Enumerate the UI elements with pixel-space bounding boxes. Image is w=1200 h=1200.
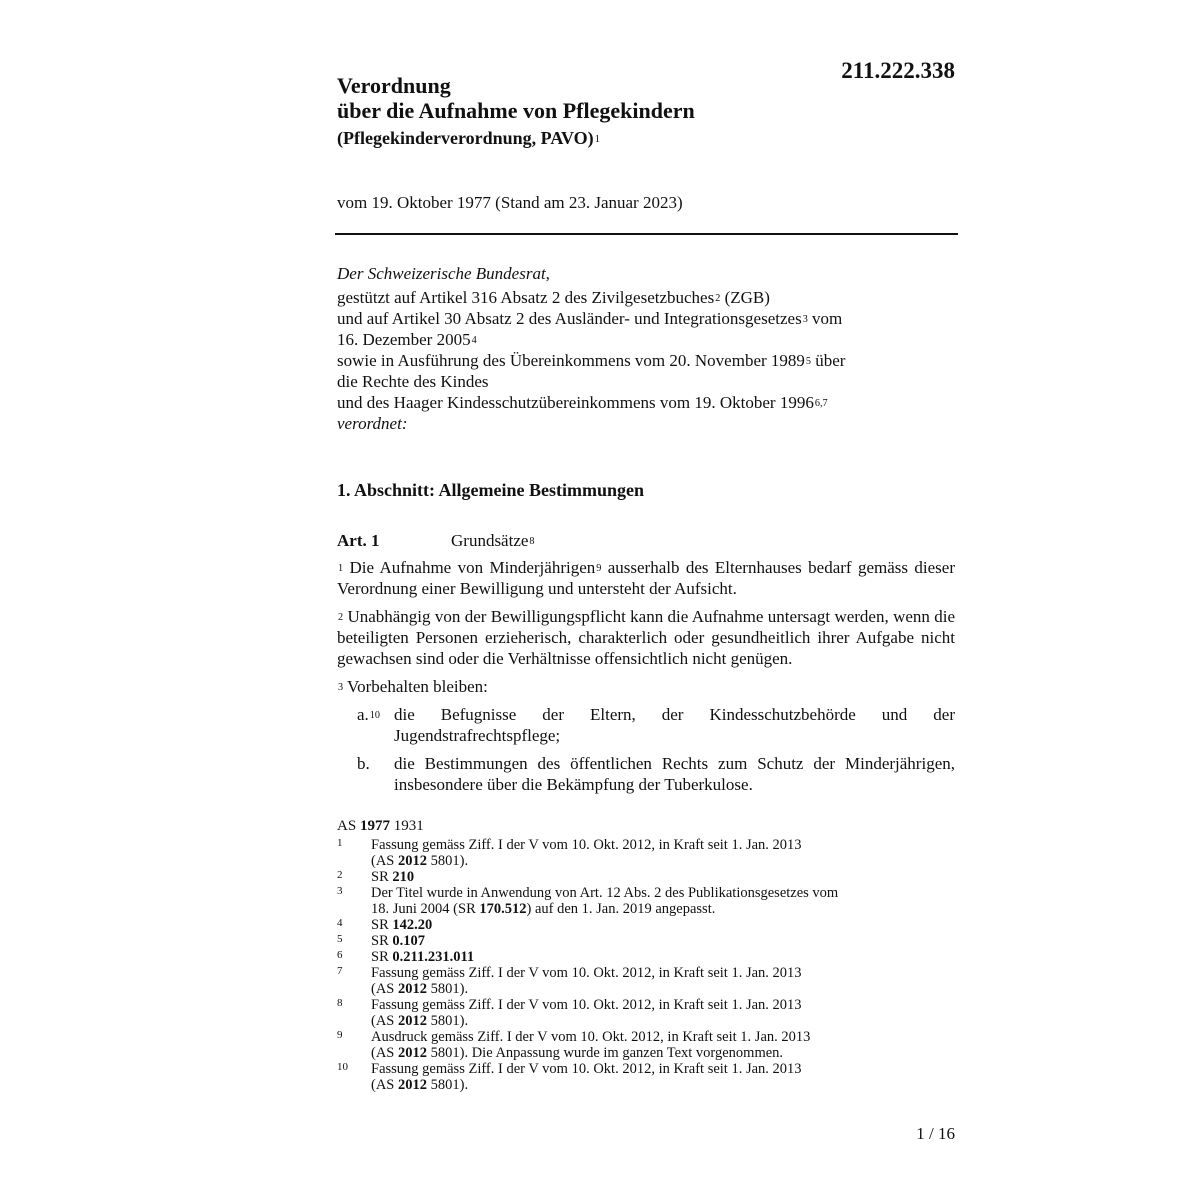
preamble-line — [337, 350, 937, 371]
footnote-bold: 170.512 — [479, 901, 527, 917]
footnote-part: (AS — [371, 853, 398, 869]
preamble-text: über — [811, 351, 846, 370]
as-page: 1931 — [393, 818, 424, 834]
preamble-line — [337, 308, 937, 329]
paragraph-2 — [337, 606, 955, 669]
document-date: vom 19. Oktober 1977 (Stand am 23. Januar 2023) — [337, 193, 683, 212]
footnote-part: (AS — [371, 1045, 398, 1061]
footnote-line — [371, 853, 917, 869]
paragraph-text: ausserhalb des Elternhauses bedarf gemäss dieser Verordnung einer Bewilligung und untersteht der Aufsicht. — [337, 558, 955, 598]
sr-number: 211.222.338 — [841, 58, 955, 83]
footnote-bold: 2012 — [398, 981, 427, 997]
footnote-number: 9 — [337, 1029, 343, 1041]
document-title — [337, 73, 857, 151]
preamble-closing: verordnet: — [337, 414, 408, 433]
footnote-part: SR — [371, 869, 393, 885]
preamble-line — [337, 287, 937, 308]
list-letter: a. — [357, 705, 369, 724]
footnote-ref[interactable]: 9 — [596, 563, 602, 575]
footnote-bold: 2012 — [398, 1045, 427, 1061]
footnote-text — [371, 1061, 917, 1093]
list-marker — [357, 704, 394, 746]
footnote-line: Ausdruck gemäss Ziff. I der V vom 10. Okt. 2012, in Kraft seit 1. Jan. 2013 — [371, 1029, 811, 1045]
header-divider — [335, 233, 958, 235]
preamble-line — [337, 329, 937, 350]
footnote — [337, 1029, 917, 1061]
footnote-ref[interactable]: 10 — [369, 710, 380, 722]
preamble-text: und des Haager Kindesschutzübereinkommens vom 19. Oktober 1996 — [337, 393, 814, 412]
footnote-part: 5801). — [427, 1013, 469, 1029]
list-item — [357, 753, 955, 795]
footnote-text — [371, 869, 917, 885]
list-item — [357, 704, 955, 746]
footnote-bold: 210 — [392, 869, 415, 885]
footnote-text — [371, 997, 917, 1029]
footnote-line: Der Titel wurde in Anwendung von Art. 12 Abs. 2 des Publikationsgesetzes vom — [371, 885, 839, 901]
article-1 — [337, 530, 955, 802]
as-reference — [337, 818, 917, 834]
footnote — [337, 997, 917, 1029]
subtitle-text: (Pflegekinderverordnung, PAVO) — [337, 128, 594, 148]
footnote-text — [371, 949, 917, 965]
footnote-ref[interactable]: 3 — [802, 314, 808, 326]
footnote-number: 8 — [337, 997, 343, 1009]
footnote-part: 18. Juni 2004 (SR — [371, 901, 480, 917]
preamble-text: (ZGB) — [720, 288, 770, 307]
paragraph-number: 2 — [338, 612, 344, 624]
footnote-part: 5801). — [427, 1077, 469, 1093]
article-title — [451, 530, 535, 551]
footnote-part: SR — [371, 917, 393, 933]
preamble-issuer: Der Schweizerische Bundesrat, — [337, 264, 550, 283]
footnote — [337, 933, 917, 949]
paragraph-3 — [337, 676, 955, 697]
footnote-line: Fassung gemäss Ziff. I der V vom 10. Okt. 2012, in Kraft seit 1. Jan. 2013 — [371, 837, 802, 853]
footnote-text — [371, 885, 917, 917]
footnote-text — [371, 1029, 917, 1061]
page-number: 1 / 16 — [916, 1124, 955, 1143]
list-marker: b. — [357, 754, 370, 773]
article-number: Art. 1 — [337, 531, 380, 550]
footnote-line — [371, 1077, 917, 1093]
preamble-text: 16. Dezember 2005 — [337, 330, 471, 349]
footnote-text — [371, 837, 917, 869]
footnote-part: (AS — [371, 981, 398, 997]
footnote-part: 5801). — [427, 853, 469, 869]
article-heading — [337, 530, 955, 551]
preamble-text: vom — [807, 309, 843, 328]
section-title: 1. Abschnitt: Allgemeine Bestimmungen — [337, 480, 645, 500]
footnote-line: Fassung gemäss Ziff. I der V vom 10. Okt. 2012, in Kraft seit 1. Jan. 2013 — [371, 997, 802, 1013]
footnote-line — [371, 981, 917, 997]
footnote-part: ) auf den 1. Jan. 2019 angepasst. — [526, 901, 716, 917]
footnote-ref[interactable]: 2 — [715, 293, 721, 305]
preamble-text: und auf Artikel 30 Absatz 2 des Ausländer- und Integrationsgesetzes — [337, 309, 802, 328]
paragraph-text: Die Aufnahme von Minderjährigen — [349, 558, 596, 577]
footnote-bold: 2012 — [398, 853, 427, 869]
preamble — [337, 263, 937, 434]
footnote-number: 7 — [337, 965, 343, 977]
paragraph-number: 1 — [338, 563, 344, 575]
footnote-ref[interactable]: 8 — [529, 536, 535, 548]
footnote-part: 5801). Die Anpassung wurde im ganzen Text vorgenommen. — [427, 1045, 784, 1061]
footnote-text — [371, 965, 917, 997]
footnote-text — [371, 917, 917, 933]
footnote — [337, 869, 917, 885]
footnote-part: SR — [371, 933, 393, 949]
list-text: die Bestimmungen des öffentlichen Rechts zum Schutz der Minderjährigen, insbesondere über die Bekämpfung der Tuberkulose. — [394, 754, 955, 794]
footnote — [337, 1061, 917, 1093]
as-prefix: AS — [337, 818, 357, 834]
paragraph-text: Unabhängig von der Bewilligungspflicht kann die Aufnahme untersagt werden, wenn die beteiligten Personen erzieherisch, charakterlich oder gesundheitlich ihrer Aufgabe nicht gewachsen sind oder die Verhältnisse offensichtlich nicht genügen. — [337, 607, 956, 668]
preamble-text: gestützt auf Artikel 316 Absatz 2 des Zivilgesetzbuches — [337, 288, 715, 307]
footnote-bold: 2012 — [398, 1013, 427, 1029]
footnote-ref[interactable]: 1 — [594, 133, 601, 146]
article-title-text: Grundsätze — [451, 531, 529, 550]
footnote-bold: 142.20 — [392, 917, 433, 933]
preamble-line: die Rechte des Kindes — [337, 372, 489, 391]
preamble-text: sowie in Ausführung des Übereinkommens vom 20. November 1989 — [337, 351, 805, 370]
paragraph-1 — [337, 557, 955, 599]
document-subtitle — [337, 126, 857, 151]
footnote — [337, 837, 917, 869]
footnote-number: 3 — [337, 885, 343, 897]
footnote — [337, 885, 917, 917]
footnotes — [337, 818, 917, 1093]
paragraph-text: Vorbehalten bleiben: — [347, 677, 488, 696]
list-text: die Befugnisse der Eltern, der Kindesschutzbehörde und der Jugendstrafrechtspflege; — [394, 705, 955, 745]
footnote-part: (AS — [371, 1077, 398, 1093]
as-year: 1977 — [359, 818, 390, 834]
footnote-bold: 2012 — [398, 1077, 427, 1093]
footnote-number: 1 — [337, 837, 343, 849]
footnote-line — [371, 1045, 917, 1061]
footnote-number: 2 — [337, 869, 343, 881]
footnote-line: Fassung gemäss Ziff. I der V vom 10. Okt. 2012, in Kraft seit 1. Jan. 2013 — [371, 965, 802, 981]
footnote-line — [371, 901, 917, 917]
footnote-number: 6 — [337, 949, 343, 961]
footnote-ref[interactable]: 4 — [471, 335, 477, 347]
footnote-number: 5 — [337, 933, 343, 945]
footnote-line: Fassung gemäss Ziff. I der V vom 10. Okt. 2012, in Kraft seit 1. Jan. 2013 — [371, 1061, 802, 1077]
footnote — [337, 949, 917, 965]
footnote-part: 5801). — [427, 981, 469, 997]
preamble-line — [337, 392, 937, 413]
footnote — [337, 917, 917, 933]
footnote-number: 10 — [337, 1061, 348, 1073]
footnote-number: 4 — [337, 917, 343, 929]
footnote — [337, 965, 917, 997]
paragraph-number: 3 — [338, 682, 344, 694]
footnote-ref[interactable]: 5 — [805, 356, 812, 368]
footnote-bold: 0.107 — [392, 933, 425, 949]
footnote-bold: 0.211.231.011 — [392, 949, 475, 965]
title-line-1: Verordnung — [337, 73, 451, 98]
footnote-line — [371, 1013, 917, 1029]
footnote-text — [371, 933, 917, 949]
footnote-ref[interactable]: 6,7 — [814, 398, 828, 410]
title-line-2: über die Aufnahme von Pflegekindern — [337, 98, 695, 123]
footnote-part: (AS — [371, 1013, 398, 1029]
footnote-part: SR — [371, 949, 393, 965]
